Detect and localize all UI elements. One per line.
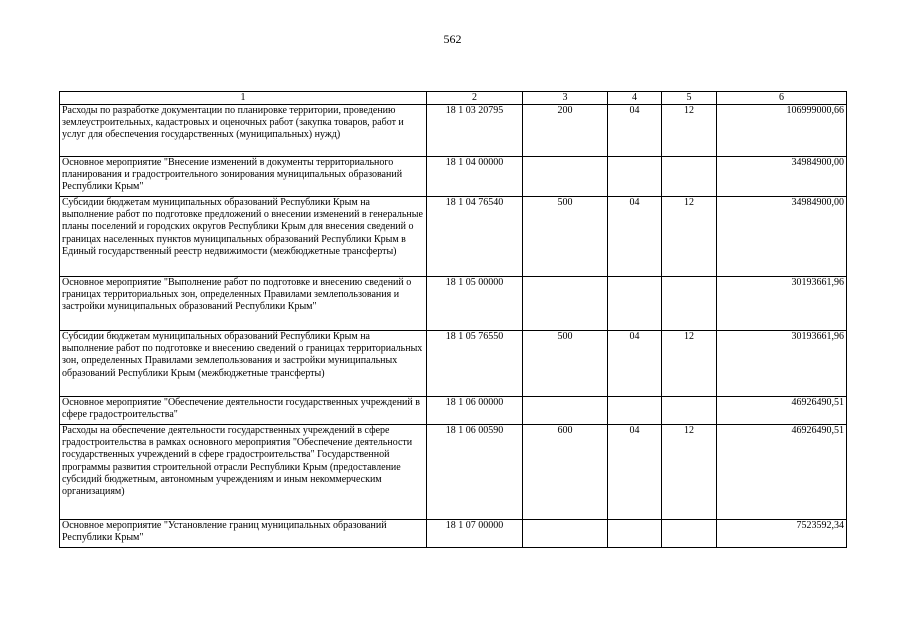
row-expense-type-cell: 500 xyxy=(523,197,608,277)
row-code-cell: 18 1 05 76550 xyxy=(427,331,523,397)
row-section-cell xyxy=(608,157,662,197)
row-code-cell: 18 1 03 20795 xyxy=(427,105,523,157)
row-expense-type-cell: 500 xyxy=(523,331,608,397)
table-row xyxy=(60,157,847,197)
page-number: 562 xyxy=(443,32,462,46)
header-cell-2: 2 xyxy=(427,92,523,105)
row-name-cell: Субсидии бюджетам муниципальных образований Республики Крым на выполнение работ по подготовке и внесению сведений о границах территориальных зон, определенных Правилами землепользования и застройки муниципальных образований Республики Крым (межбюджетные трансферты) xyxy=(60,331,427,397)
table-row xyxy=(60,520,847,548)
row-name-cell: Субсидии бюджетам муниципальных образований Республики Крым на выполнение работ по подготовке предложений о внесении изменений в генеральные планы поселений и городских округов Республики Крым для внесения сведений о границах населенных пунктов муниципальных образований Республики Крым в Единый государственный реестр недвижимости (межбюджетные трансферты) xyxy=(60,197,427,277)
row-sum-cell: 46926490,51 xyxy=(717,397,847,425)
header-cell-6: 6 xyxy=(717,92,847,105)
row-subsection-cell: 12 xyxy=(662,425,717,520)
row-code-cell: 18 1 05 00000 xyxy=(427,277,523,331)
table-row xyxy=(60,425,847,520)
row-subsection-cell: 12 xyxy=(662,331,717,397)
row-code-cell: 18 1 06 00000 xyxy=(427,397,523,425)
row-sum-cell: 34984900,00 xyxy=(717,157,847,197)
table-row xyxy=(60,397,847,425)
row-name-cell: Расходы по разработке документации по планировке территории, проведению землеустроительных, кадастровых и оценочных работ (закупка товаров, работ и услуг для обеспечения государственных (муниципальных) нужд) xyxy=(60,105,427,157)
table-row xyxy=(60,197,847,277)
row-section-cell: 04 xyxy=(608,105,662,157)
table-row xyxy=(60,331,847,397)
row-subsection-cell: 12 xyxy=(662,105,717,157)
row-code-cell: 18 1 06 00590 xyxy=(427,425,523,520)
header-cell-5: 5 xyxy=(662,92,717,105)
row-subsection-cell xyxy=(662,397,717,425)
table-row xyxy=(60,105,847,157)
budget-table xyxy=(59,91,847,548)
row-name-cell: Основное мероприятие "Внесение изменений в документы территориального планирования и градостроительного зонирования муниципальных образований Республики Крым" xyxy=(60,157,427,197)
row-expense-type-cell xyxy=(523,520,608,548)
row-name-cell: Основное мероприятие "Установление границ муниципальных образований Республики Крым" xyxy=(60,520,427,548)
row-sum-cell: 7523592,34 xyxy=(717,520,847,548)
row-sum-cell: 30193661,96 xyxy=(717,277,847,331)
table-header-row xyxy=(60,92,847,105)
row-expense-type-cell xyxy=(523,157,608,197)
header-cell-1: 1 xyxy=(60,92,427,105)
row-code-cell: 18 1 07 00000 xyxy=(427,520,523,548)
row-sum-cell: 46926490,51 xyxy=(717,425,847,520)
row-name-cell: Основное мероприятие "Выполнение работ по подготовке и внесению сведений о границах территориальных зон, определенных Правилами землепользования и застройки муниципальных образований Республики Крым" xyxy=(60,277,427,331)
table-row xyxy=(60,277,847,331)
row-expense-type-cell xyxy=(523,397,608,425)
row-sum-cell: 30193661,96 xyxy=(717,331,847,397)
row-name-cell: Основное мероприятие "Обеспечение деятельности государственных учреждений в сфере градостроительства" xyxy=(60,397,427,425)
row-subsection-cell xyxy=(662,277,717,331)
row-section-cell: 04 xyxy=(608,331,662,397)
row-section-cell xyxy=(608,277,662,331)
row-subsection-cell: 12 xyxy=(662,197,717,277)
header-cell-3: 3 xyxy=(523,92,608,105)
header-cell-4: 4 xyxy=(608,92,662,105)
row-section-cell xyxy=(608,397,662,425)
row-code-cell: 18 1 04 76540 xyxy=(427,197,523,277)
row-section-cell: 04 xyxy=(608,197,662,277)
row-section-cell xyxy=(608,520,662,548)
row-expense-type-cell xyxy=(523,277,608,331)
row-sum-cell: 34984900,00 xyxy=(717,197,847,277)
row-section-cell: 04 xyxy=(608,425,662,520)
row-sum-cell: 106999000,66 xyxy=(717,105,847,157)
row-subsection-cell xyxy=(662,157,717,197)
row-subsection-cell xyxy=(662,520,717,548)
row-expense-type-cell: 200 xyxy=(523,105,608,157)
row-code-cell: 18 1 04 00000 xyxy=(427,157,523,197)
row-name-cell: Расходы на обеспечение деятельности государственных учреждений в сфере градостроительства в рамках основного мероприятия "Обеспечение деятельности государственных учреждений в сфере градостроительства" Государственной программы развития строительной отрасли Республики Крым (предоставление субсидий бюджетным, автономным учреждениям и иным некоммерческим организациям) xyxy=(60,425,427,520)
row-expense-type-cell: 600 xyxy=(523,425,608,520)
